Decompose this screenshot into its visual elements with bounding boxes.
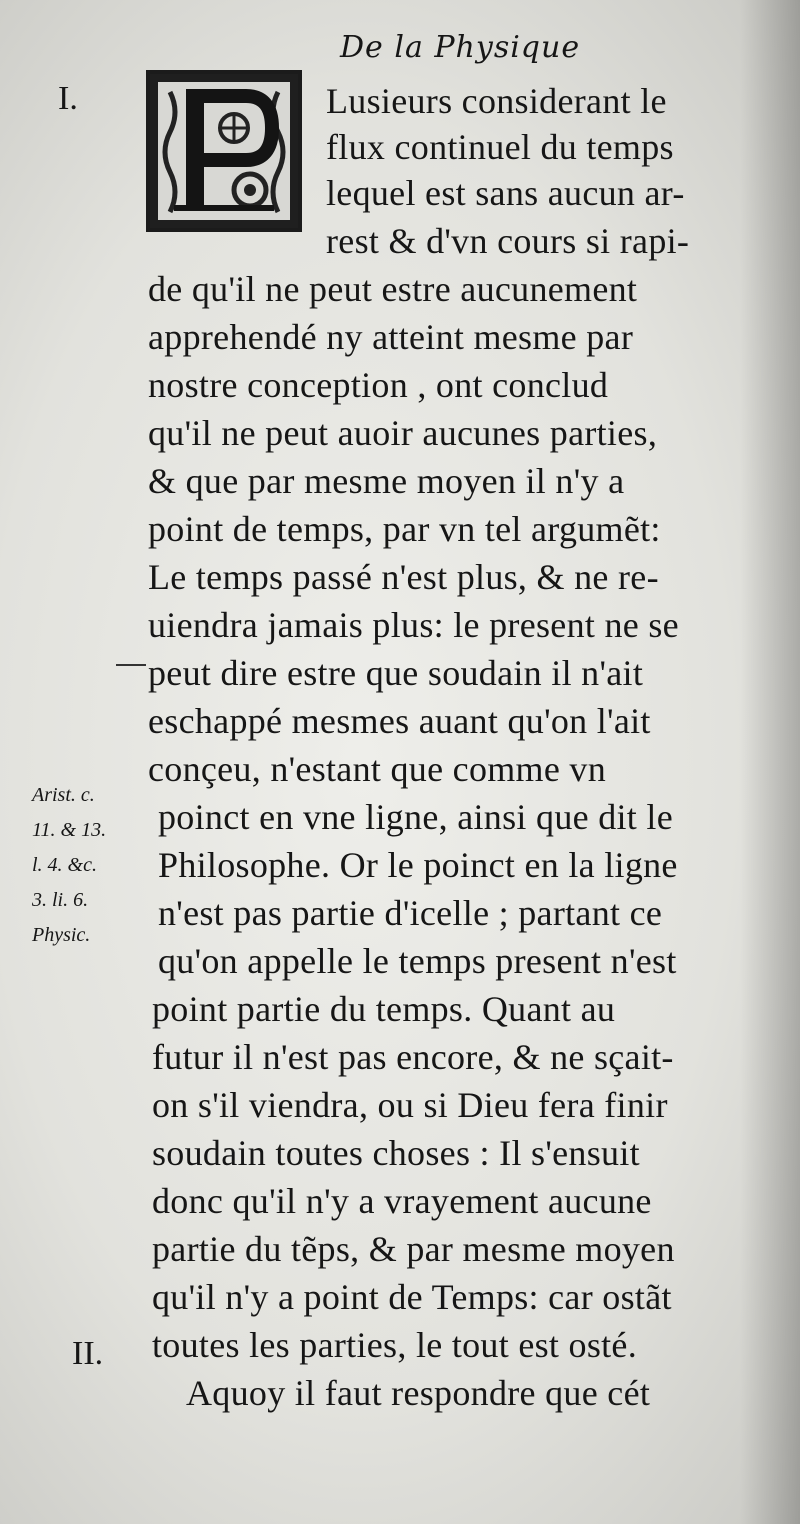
running-head: De la Physique: [340, 30, 581, 65]
text-line: point partie du temps. Quant au: [152, 989, 616, 1029]
text-line: on s'il viendra, ou si Dieu fera finir: [152, 1085, 668, 1125]
text-line: partie du tẽps, & par mesme moyen: [152, 1229, 675, 1269]
text-line: Le temps passé n'est plus, & ne re-: [148, 557, 659, 597]
text-line: poinct en vne ligne, ainsi que dit le: [158, 797, 673, 837]
page-edge-shadow: [740, 0, 800, 1524]
margin-note-line: 3. li. 6.: [32, 889, 89, 911]
text-line: point de temps, par vn tel argumẽt:: [148, 509, 661, 549]
text-line: uiendra jamais plus: le present ne se: [148, 605, 679, 645]
text-line: Philosophe. Or le poinct en la ligne: [158, 845, 678, 885]
margin-citation: [32, 778, 157, 953]
text-line: Lusieurs considerant le: [326, 81, 667, 121]
margin-note-line: l. 4. &c.: [32, 854, 97, 876]
margin-note-line: Physic.: [32, 924, 91, 946]
margin-note-line: Arist. c.: [32, 784, 95, 806]
text-line: flux continuel du temps: [326, 127, 674, 167]
text-line: Aquoy il faut respondre que cét: [186, 1373, 651, 1413]
section-number-1: I.: [58, 80, 78, 117]
margin-note-line: 11. & 13.: [32, 819, 107, 841]
text-line: de qu'il ne peut estre aucunement: [148, 269, 638, 309]
text-line: qu'il ne peut auoir aucunes parties,: [148, 413, 658, 453]
text-line: qu'on appelle le temps present n'est: [158, 941, 677, 981]
text-line: soudain toutes choses : Il s'ensuit: [152, 1133, 640, 1173]
text-line: apprehendé ny atteint mesme par: [148, 317, 634, 357]
text-line: conçeu, n'estant que comme vn: [148, 749, 607, 789]
text-line: futur il n'est pas encore, & ne sçait-: [152, 1037, 674, 1077]
text-line: & que par mesme moyen il n'y a: [148, 461, 625, 501]
text-line: rest & d'vn cours si rapi-: [326, 221, 690, 261]
text-line: toutes les parties, le tout est osté.: [152, 1325, 638, 1365]
text-line: lequel est sans aucun ar-: [326, 173, 685, 213]
text-line: nostre conception , ont conclud: [148, 365, 609, 405]
margin-mark: [116, 664, 146, 666]
text-line: donc qu'il n'y a vrayement aucune: [152, 1181, 652, 1221]
ornamental-dropcap: [146, 70, 302, 232]
section-number-2: II.: [72, 1335, 104, 1372]
text-line: peut dire estre que soudain il n'ait: [148, 653, 644, 693]
text-line: eschappé mesmes auant qu'on l'ait: [148, 701, 651, 741]
text-line: qu'il n'y a point de Temps: car ostãt: [152, 1277, 672, 1317]
text-line: n'est pas partie d'icelle ; partant ce: [158, 893, 663, 933]
